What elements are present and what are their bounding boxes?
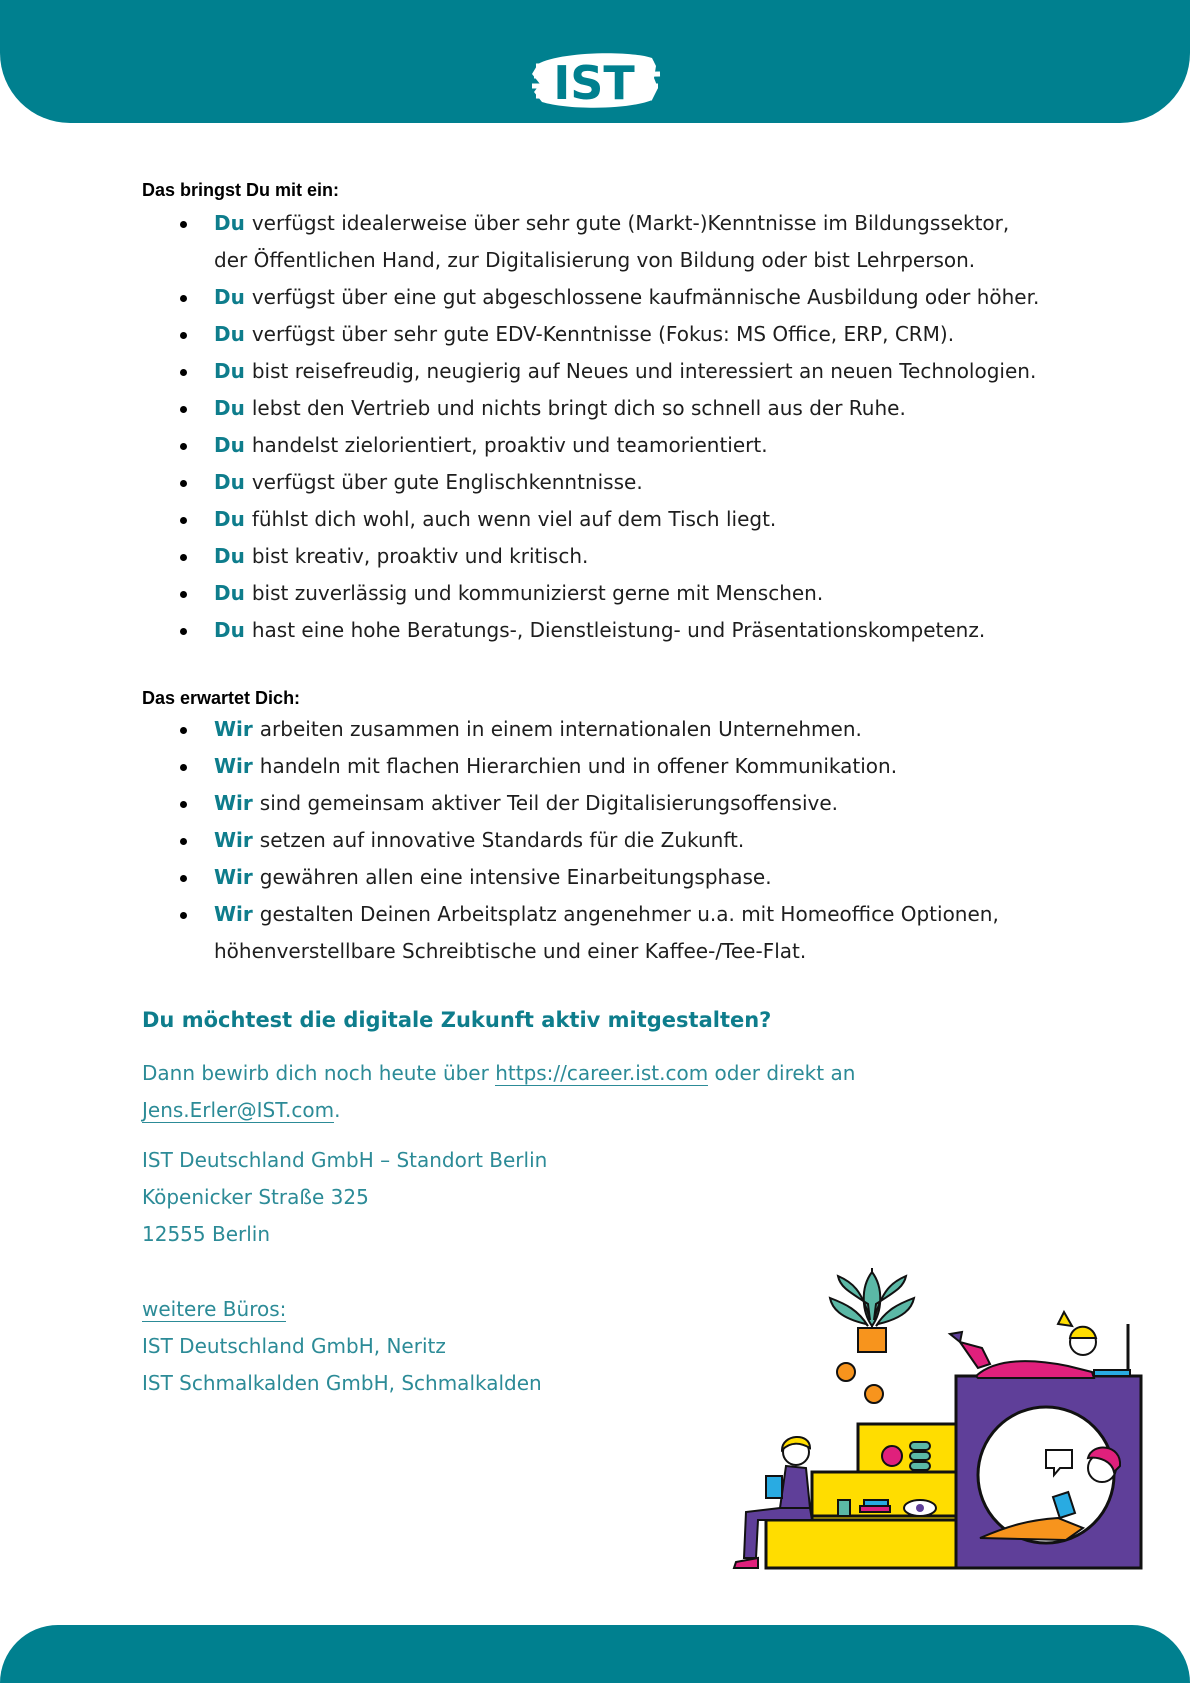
mug-icon: [838, 1500, 850, 1516]
list-item-text: der Öffentlichen Hand, zur Digitalisierung von Bildung oder bist Lehrperson.: [214, 248, 976, 272]
list-item: [142, 353, 1082, 390]
bullet-icon: [180, 875, 187, 882]
address-company: IST Deutschland GmbH – Standort Berlin: [142, 1148, 548, 1172]
list-keyword: Du: [214, 581, 245, 605]
list-keyword: Du: [214, 322, 245, 346]
list-item: [142, 205, 1082, 279]
list-item: [142, 501, 1082, 538]
laptop-icon: [1094, 1370, 1130, 1376]
list-item-text: setzen auf innovative Standards für die Zukunft.: [259, 828, 745, 852]
cta-text-before: Dann bewirb dich noch heute über: [142, 1061, 496, 1085]
smiley-icon: [865, 1385, 883, 1403]
plant-leaf: [830, 1298, 868, 1326]
bullet-icon: [180, 332, 187, 339]
bullet-icon: [180, 764, 187, 771]
list-item-text: handeln mit flachen Hierarchien und in offener Kommunikation.: [259, 754, 898, 778]
bullet-icon: [180, 221, 187, 228]
list-item-text: verfügst über sehr gute EDV-Kenntnisse (Fokus: MS Office, ERP, CRM).: [251, 322, 955, 346]
shoe-icon: [950, 1332, 962, 1342]
email-link[interactable]: Jens.Erler@IST.com: [142, 1098, 335, 1122]
bullet-icon: [180, 912, 187, 919]
list-item: [142, 279, 1082, 316]
plant-pot: [858, 1328, 886, 1352]
plant-leaf: [864, 1272, 881, 1326]
bullet-icon: [180, 443, 187, 450]
stacked-rings: [910, 1442, 930, 1450]
lying-person-legs: [960, 1342, 990, 1368]
list-keyword: Du: [214, 507, 245, 531]
list-item: [142, 575, 1082, 612]
smiley-icon: [837, 1363, 855, 1381]
footer-band: [0, 1625, 1190, 1683]
list-item: [142, 612, 1082, 649]
career-link[interactable]: https://career.ist.com: [495, 1061, 709, 1085]
cta-text-end: .: [334, 1098, 341, 1122]
list-item: [142, 464, 1082, 501]
list-keyword: Wir: [214, 865, 253, 889]
bullet-icon: [180, 295, 187, 302]
book-icon: [864, 1500, 888, 1506]
list-item: [142, 538, 1082, 575]
list-item-text: bist kreativ, proaktiv und kritisch.: [251, 544, 589, 568]
bullet-icon: [180, 727, 187, 734]
list-item-text: arbeiten zusammen in einem internationalen Unternehmen.: [259, 717, 862, 741]
bullet-icon: [180, 801, 187, 808]
list-item-text: gestalten Deinen Arbeitsplatz angenehmer u.a. mit Homeoffice Optionen,: [259, 902, 999, 926]
list-keyword: Du: [214, 396, 245, 420]
address-street: Köpenicker Straße 325: [142, 1185, 369, 1209]
list-keyword: Du: [214, 433, 245, 457]
hair-ponytail: [1058, 1312, 1072, 1326]
section-heading-profile: Das bringst Du mit ein:: [142, 180, 340, 200]
bullet-icon: [180, 480, 187, 487]
office-schmalkalden: IST Schmalkalden GmbH, Schmalkalden: [142, 1371, 542, 1395]
bullet-icon: [180, 517, 187, 524]
list-item-text: bist zuverlässig und kommunizierst gerne mit Menschen.: [251, 581, 824, 605]
benefits-list: [142, 711, 1082, 970]
bullet-icon: [180, 369, 187, 376]
sitting-person-body: [780, 1466, 810, 1508]
list-item: [142, 711, 1082, 748]
address-city: 12555 Berlin: [142, 1222, 271, 1246]
office-neritz: IST Deutschland GmbH, Neritz: [142, 1334, 446, 1358]
ist-logo: [528, 44, 662, 116]
cta-heading: Du möchtest die digitale Zukunft aktiv mitgestalten?: [142, 1008, 772, 1032]
list-keyword: Wir: [214, 791, 253, 815]
lying-person-hair: [1070, 1327, 1096, 1338]
list-keyword: Wir: [214, 828, 253, 852]
logo-text: IST: [553, 56, 635, 110]
shoe-icon: [734, 1558, 758, 1568]
cta-text: [142, 1055, 855, 1129]
list-keyword: Du: [214, 211, 245, 235]
list-item: [142, 896, 1082, 970]
profile-list: [142, 205, 1082, 649]
stacked-rings: [910, 1452, 930, 1460]
list-item-text: hast eine hohe Beratungs-, Dienstleistung- und Präsentationskompetenz.: [251, 618, 986, 642]
list-item-text: sind gemeinsam aktiver Teil der Digitalisierungsoffensive.: [259, 791, 839, 815]
list-item: [142, 859, 1082, 896]
list-item-text: verfügst über gute Englischkenntnisse.: [251, 470, 643, 494]
office-illustration: [728, 1268, 1148, 1570]
list-item: [142, 390, 1082, 427]
offices-block: [142, 1291, 542, 1402]
eye-pupil: [916, 1504, 924, 1512]
list-item: [142, 316, 1082, 353]
list-item-text: verfügst idealerweise über sehr gute (Markt-)Kenntnisse im Bildungssektor,: [251, 211, 1010, 235]
bullet-icon: [180, 591, 187, 598]
shelf-bottom: [766, 1520, 956, 1568]
plant-leaf: [876, 1298, 914, 1326]
bullet-icon: [180, 628, 187, 635]
list-item-text: fühlst dich wohl, auch wenn viel auf dem Tisch liegt.: [251, 507, 777, 531]
list-item: [142, 748, 1082, 785]
list-item: [142, 785, 1082, 822]
ball-icon: [882, 1446, 902, 1466]
bullet-icon: [180, 406, 187, 413]
list-item-text: gewähren allen eine intensive Einarbeitungsphase.: [259, 865, 772, 889]
bullet-icon: [180, 554, 187, 561]
list-keyword: Du: [214, 285, 245, 309]
list-item: [142, 427, 1082, 464]
cta-text-middle: oder direkt an: [708, 1061, 856, 1085]
list-keyword: Wir: [214, 717, 253, 741]
offices-link[interactable]: weitere Büros:: [142, 1297, 287, 1321]
section-heading-benefits: Das erwartet Dich:: [142, 688, 301, 708]
list-item-text: verfügst über eine gut abgeschlossene kaufmännische Ausbildung oder höher.: [251, 285, 1040, 309]
list-item-text: höhenverstellbare Schreibtische und einer Kaffee-/Tee-Flat.: [214, 939, 807, 963]
list-keyword: Wir: [214, 902, 253, 926]
list-keyword: Wir: [214, 754, 253, 778]
address-block: [142, 1142, 547, 1253]
list-item: [142, 822, 1082, 859]
list-keyword: Du: [214, 544, 245, 568]
list-item-text: bist reisefreudig, neugierig auf Neues und interessiert an neuen Technologien.: [251, 359, 1037, 383]
list-keyword: Du: [214, 618, 245, 642]
list-item-text: handelst zielorientiert, proaktiv und teamorientiert.: [251, 433, 768, 457]
lying-person-body: [976, 1361, 1094, 1378]
bullet-icon: [180, 838, 187, 845]
list-keyword: Du: [214, 470, 245, 494]
list-keyword: Du: [214, 359, 245, 383]
list-item-text: lebst den Vertrieb und nichts bringt dich so schnell aus der Ruhe.: [251, 396, 906, 420]
tablet-icon: [766, 1476, 782, 1498]
stacked-rings: [910, 1462, 930, 1470]
